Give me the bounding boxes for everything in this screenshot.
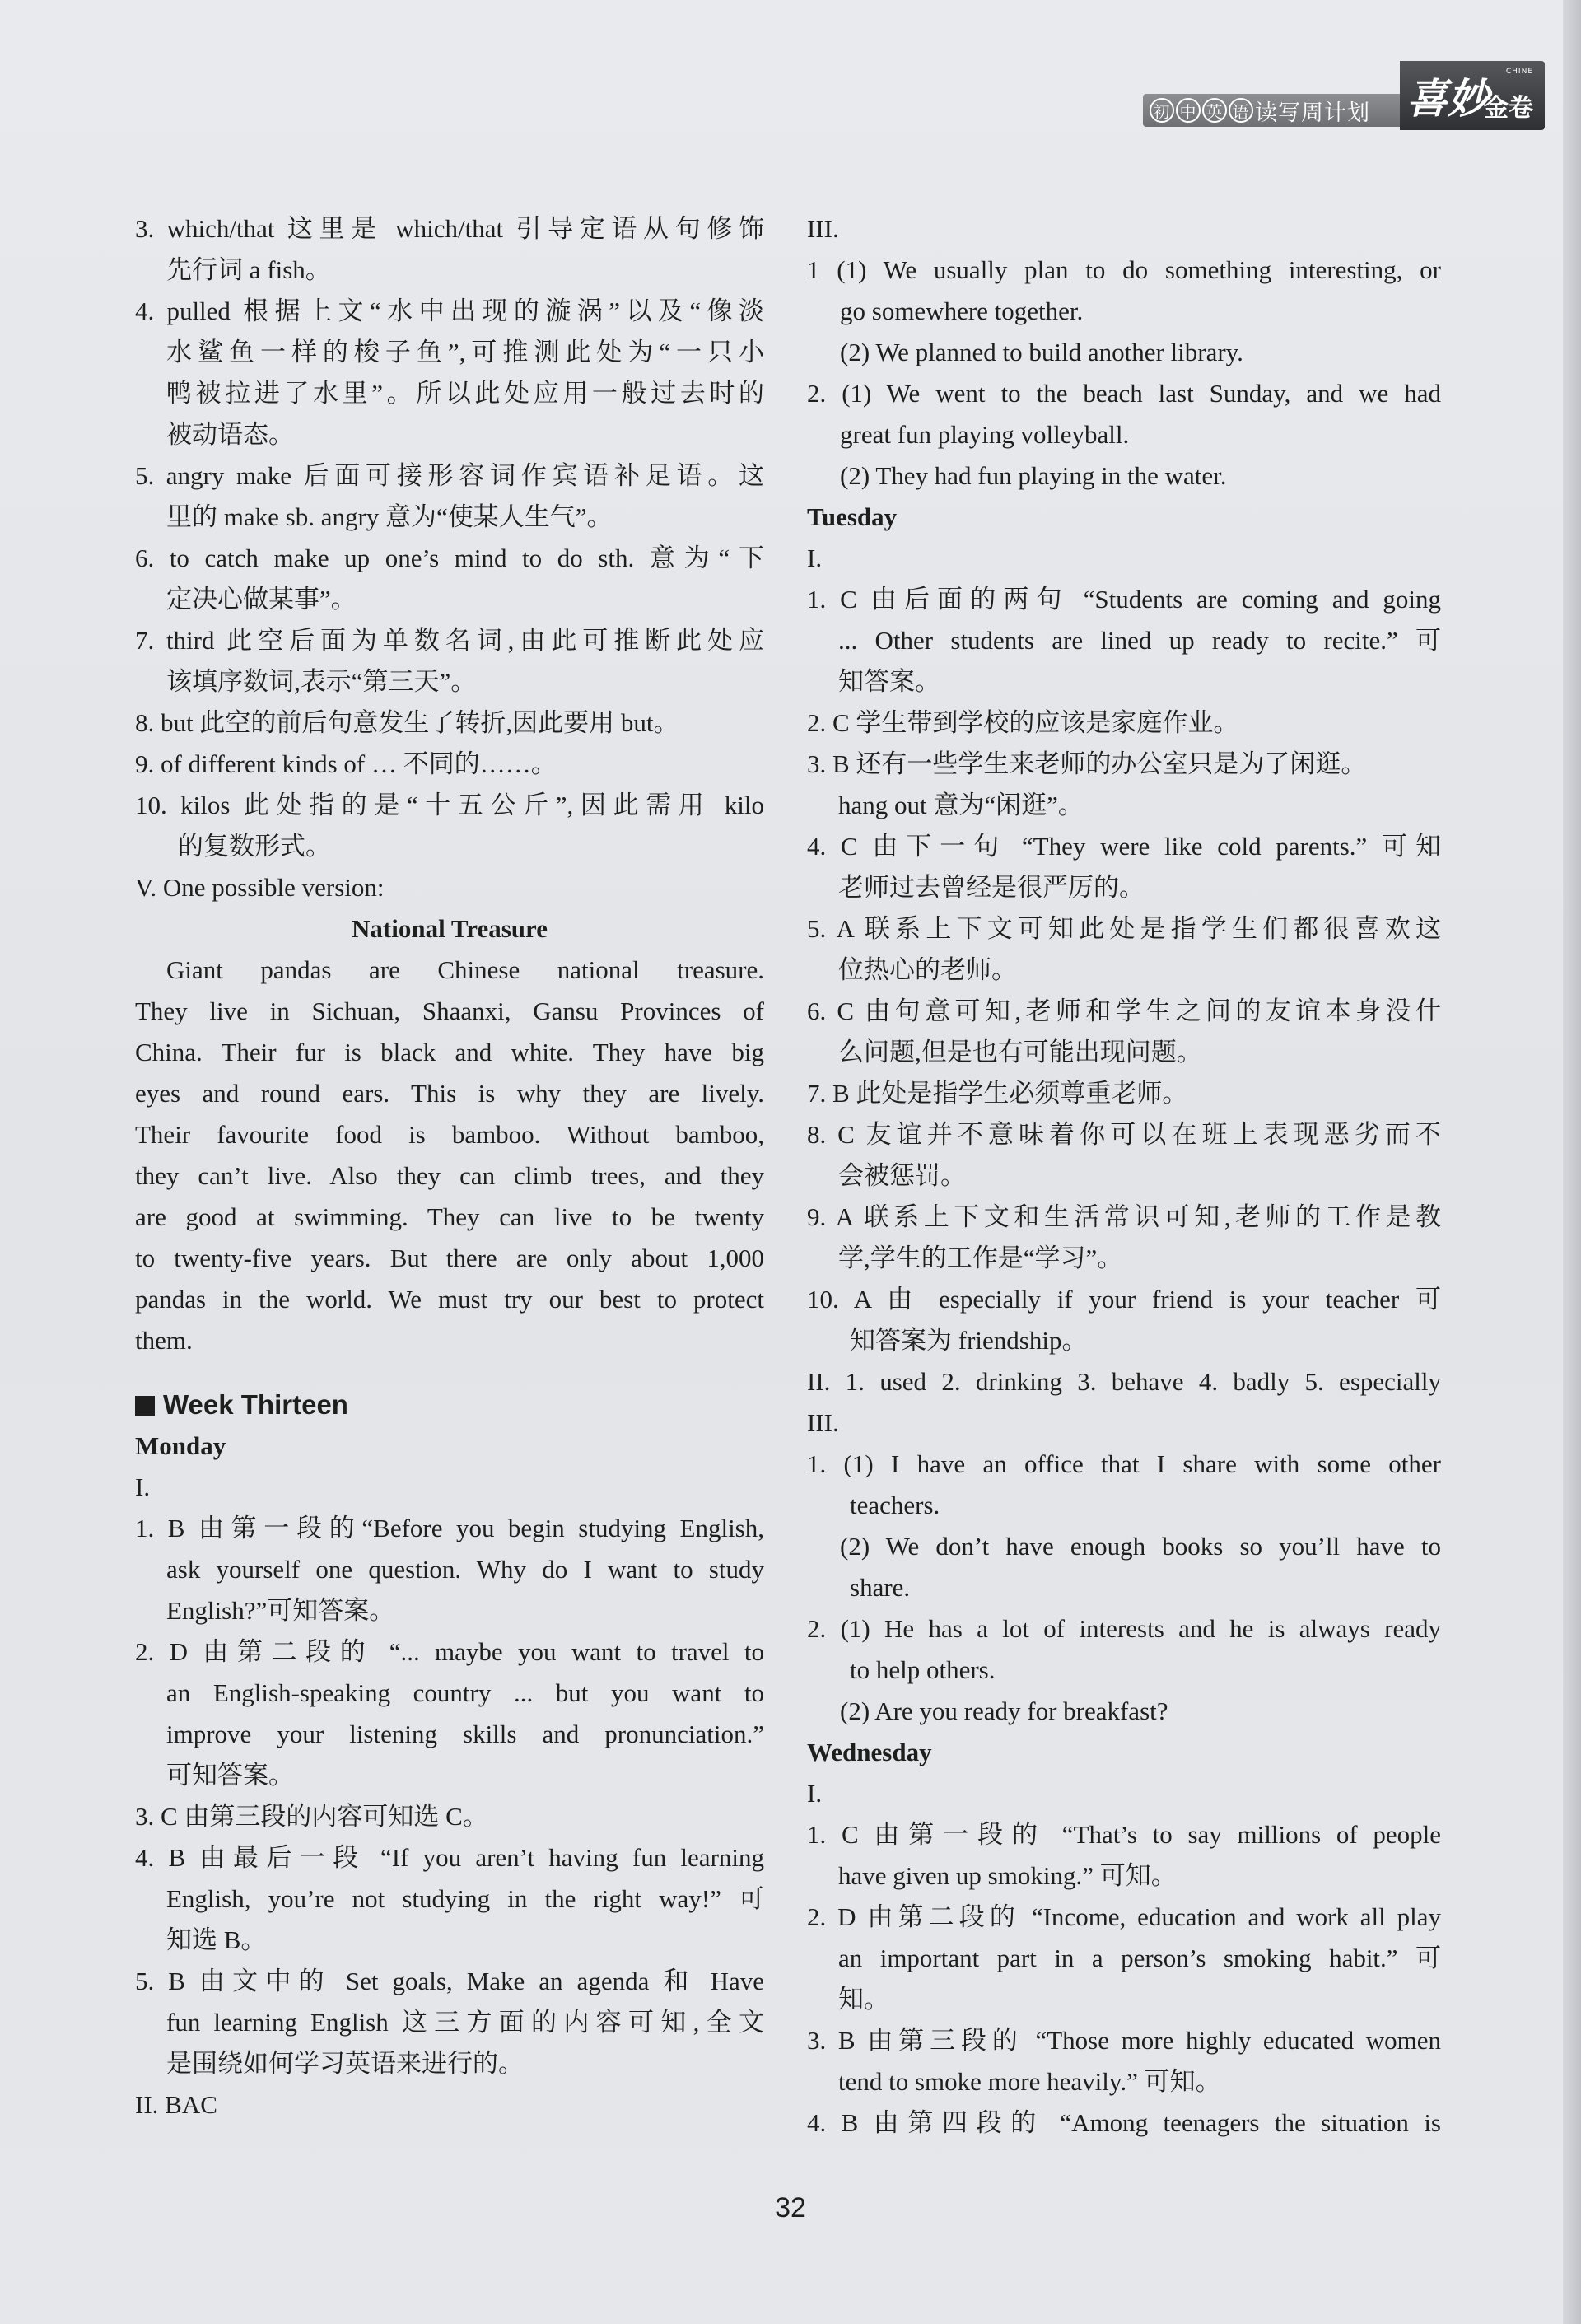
answer-line: I.	[807, 544, 823, 572]
answer-line: 4. B 由第四段的 “Among teenagers the situation is	[807, 2108, 1441, 2137]
header-brand	[1143, 61, 1545, 130]
left-answers-block	[135, 208, 764, 1361]
answer-line: II. 1. used 2. drinking 3. behave 4. badly 5. especially	[807, 1367, 1441, 1396]
answer-line: 3. B 还有一些学生来老师的办公室只是为了闲逛。	[807, 749, 1367, 778]
answer-line: hang out 意为“闲逛”。	[838, 791, 1084, 819]
answer-line: 2. D 由第二段的 “... maybe you want to travel to	[135, 1637, 764, 1666]
monday-answers-block	[135, 1426, 764, 2126]
answer-line: to help others.	[850, 1655, 996, 1684]
answer-line: them.	[135, 1326, 193, 1355]
answer-line: (2) We planned to build another library.	[840, 338, 1243, 366]
answer-line: I.	[807, 1779, 823, 1808]
answer-line: an important part in a person’s smoking habit.” 可	[838, 1944, 1441, 1972]
week-heading	[135, 1384, 764, 1426]
series-title	[1143, 94, 1400, 127]
answer-line: (2) We don’t have enough books so you’ll have to	[840, 1532, 1441, 1561]
answer-line: III.	[807, 214, 839, 243]
answer-line: great fun playing volleyball.	[840, 420, 1130, 449]
answer-line: 8. but 此空的前后句意发生了转折,因此要用 but。	[135, 708, 679, 737]
answer-line: teachers.	[850, 1491, 940, 1519]
answer-line: ... Other students are lined up ready to recite.” 可	[838, 626, 1441, 655]
logo-script: 喜妙	[1406, 74, 1489, 123]
answer-line: 1. C 由后面的两句 “Students are coming and going	[807, 585, 1441, 614]
answer-line: an English-speaking country ... but you want to	[166, 1678, 764, 1707]
answer-line: Wednesday	[807, 1738, 932, 1766]
answer-line: eyes and round ears. This is why they are lively.	[135, 1079, 764, 1108]
answer-line: National Treasure	[352, 914, 548, 943]
right-column	[807, 208, 1441, 2144]
answer-line: 鸭被拉进了水里”。所以此处应用一般过去时的	[166, 379, 764, 408]
answer-line: 2. C 学生带到学校的应该是家庭作业。	[807, 708, 1239, 737]
answer-line: (2) They had fun playing in the water.	[840, 461, 1227, 490]
answer-line: pandas in the world. We must try our best to protect	[135, 1285, 764, 1314]
answer-line: China. Their fur is black and white. They have big	[135, 1038, 764, 1066]
answer-line: 9. of different kinds of … 不同的……。	[135, 749, 557, 778]
answer-line: 位热心的老师。	[838, 955, 1017, 984]
answer-line: 该填序数词,表示“第三天”。	[166, 667, 477, 696]
answer-line: 定决心做某事”。	[166, 585, 357, 614]
answer-line: 7. third 此空后面为单数名词,由此可推断此处应	[135, 626, 764, 655]
answer-line: 3. C 由第三段的内容可知选 C。	[135, 1802, 488, 1831]
circled-char: 英	[1202, 98, 1227, 123]
week-heading-text: Week Thirteen	[163, 1389, 348, 1420]
answer-line: 3. B 由第三段的 “Those more highly educated women	[807, 2026, 1441, 2055]
answer-line: 1. C 由第一段的 “That’s to say millions of people	[807, 1820, 1441, 1849]
answer-line: English?”可知答案。	[166, 1596, 395, 1625]
answer-line: 4. C 由下一句 “They were like cold parents.” 可知	[807, 832, 1441, 861]
answer-line: (2) Are you ready for breakfast?	[840, 1696, 1168, 1725]
answer-line: 3. which/that 这里是 which/that 引导定语从句修饰	[135, 214, 764, 243]
answer-line: 9. A 联系上下文和生活常识可知,老师的工作是教	[807, 1202, 1441, 1231]
answer-line: 是围绕如何学习英语来进行的。	[166, 2049, 524, 2078]
answer-line: 1. B 由第一段的“Before you begin studying English,	[135, 1514, 764, 1542]
answer-line: Giant pandas are Chinese national treasure.	[166, 955, 764, 984]
answer-line: to twenty-five years. But there are only about 1,000	[135, 1244, 764, 1272]
answer-line: 2. D 由第二段的 “Income, education and work all play	[807, 1902, 1441, 1931]
answer-line: tend to smoke more heavily.” 可知。	[838, 2067, 1221, 2096]
answer-line: have given up smoking.” 可知。	[838, 1861, 1177, 1890]
answer-line: 水鲨鱼一样的梭子鱼”,可推测此处为“一只小	[166, 338, 764, 366]
page-number: 32	[775, 2192, 806, 2224]
answer-line: improve your listening skills and pronunciation.”	[166, 1720, 764, 1748]
answer-line: 么问题,但是也有可能出现问题。	[838, 1038, 1202, 1066]
answer-line: 10. kilos 此处指的是“十五公斤”,因此需用 kilo	[135, 791, 764, 819]
logo-gold-text: 金卷	[1484, 94, 1533, 123]
answer-line: 先行词 a fish。	[166, 255, 331, 284]
answer-line: 1 (1) We usually plan to do something interesting, or	[807, 255, 1441, 284]
answer-line: English, you’re not studying in the right way!” 可	[166, 1884, 764, 1913]
series-title-rest: 读写周计划	[1255, 100, 1370, 126]
answer-line: they can’t live. Also they can climb trees, and they	[135, 1161, 764, 1190]
answer-line: Monday	[135, 1431, 226, 1460]
answer-line: 5. angry make 后面可接形容词作宾语补足语。这	[135, 461, 764, 490]
answer-line: 5. B 由文中的 Set goals, Make an agenda 和 Have	[135, 1967, 764, 1995]
answer-line: 知选 B。	[166, 1925, 267, 1954]
answer-line: 5. A 联系上下文可知此处是指学生们都很喜欢这	[807, 914, 1441, 943]
circled-char: 初	[1150, 98, 1174, 123]
answer-line: 4. B 由最后一段 “If you aren’t having fun learning	[135, 1843, 764, 1872]
brand-logo	[1400, 61, 1545, 130]
answer-line: fun learning English 这三方面的内容可知,全文	[166, 2008, 764, 2037]
answer-line: They live in Sichuan, Shaanxi, Gansu Provinces of	[135, 996, 764, 1025]
answer-line: III.	[807, 1408, 839, 1437]
answer-line: 知答案为 friendship。	[850, 1326, 1088, 1355]
answer-line: 里的 make sb. angry 意为“使某人生气”。	[166, 502, 613, 531]
answer-line: 7. B 此处是指学生必须尊重老师。	[807, 1079, 1188, 1108]
answer-line: 会被惩罚。	[838, 1161, 966, 1190]
answer-line: 2. (1) He has a lot of interests and he is always ready	[807, 1614, 1441, 1643]
answer-line: 可知答案。	[166, 1761, 294, 1790]
right-answers-block	[807, 208, 1441, 2144]
square-bullet-icon	[135, 1396, 155, 1416]
answer-line: go somewhere together.	[840, 296, 1084, 325]
page-edge	[1563, 0, 1581, 2324]
answer-line: are good at swimming. They can live to be twenty	[135, 1202, 764, 1231]
answer-line: V. One possible version:	[135, 873, 385, 902]
answer-line: 1. (1) I have an office that I share with some other	[807, 1449, 1441, 1478]
circled-char: 中	[1176, 98, 1201, 123]
answer-line: share.	[850, 1573, 911, 1602]
answer-line: II. BAC	[135, 2090, 217, 2119]
circled-char: 语	[1229, 98, 1253, 123]
answer-line: 被动语态。	[166, 420, 294, 449]
answer-line: 学,学生的工作是“学习”。	[838, 1244, 1123, 1272]
answer-line: I.	[135, 1472, 151, 1501]
answer-line: 4. pulled 根据上文“水中出现的漩涡”以及“像淡	[135, 296, 764, 325]
answer-line: 6. C 由句意可知,老师和学生之间的友谊本身没什	[807, 996, 1441, 1025]
answer-line: 老师过去曾经是很严厉的。	[838, 873, 1145, 902]
answer-line: Tuesday	[807, 502, 898, 531]
answer-line: 知答案。	[838, 667, 940, 696]
answer-line: 10. A 由 especially if your friend is your teacher 可	[807, 1285, 1441, 1314]
answer-line: 的复数形式。	[178, 832, 331, 861]
answer-line: 2. (1) We went to the beach last Sunday, and we had	[807, 379, 1441, 408]
answer-line: 8. C 友谊并不意味着你可以在班上表现恶劣而不	[807, 1120, 1441, 1149]
logo-small-text: CHINE	[1505, 68, 1533, 76]
answer-line: 6. to catch make up one’s mind to do sth. 意为“下	[135, 544, 764, 572]
answer-line: Their favourite food is bamboo. Without bamboo,	[135, 1120, 764, 1149]
left-column	[135, 208, 764, 2126]
answer-line: 知。	[838, 1985, 889, 2014]
answer-line: ask yourself one question. Why do I want to study	[166, 1555, 764, 1584]
